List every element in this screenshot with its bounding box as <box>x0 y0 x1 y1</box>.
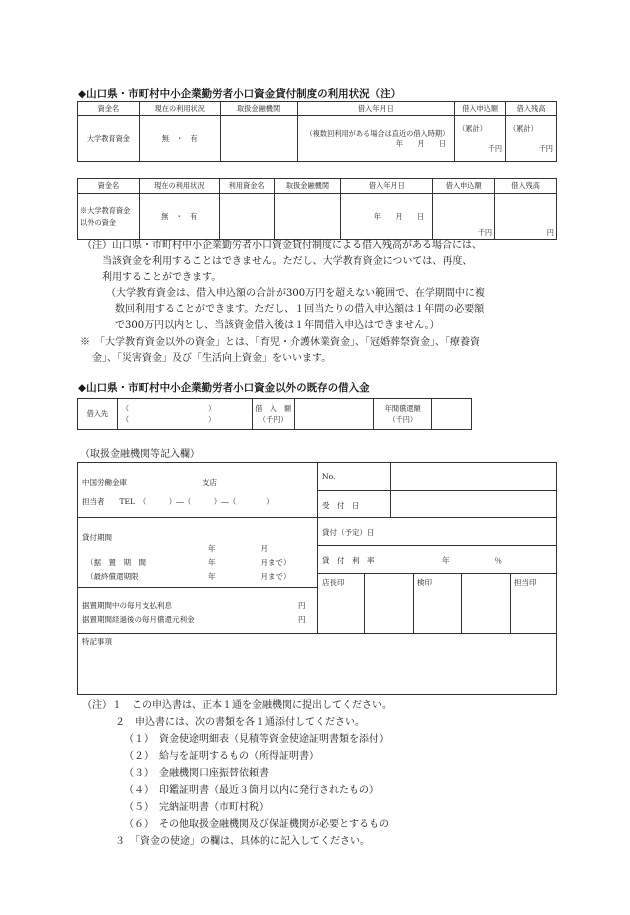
loan-amount-title: 借 入 額 <box>255 404 292 413</box>
existing-loans-table <box>77 398 472 430</box>
annual-repayment-title: 年間償還額 <box>384 404 421 413</box>
annual-repayment-unit: （千円） <box>388 415 418 424</box>
bank-name: 中国労働金庫 <box>82 478 127 487</box>
monthly-interest-yen[interactable]: 円 <box>298 601 306 610</box>
applied-unit: 千円 <box>487 143 503 153</box>
received-date-label: 受 付 日 <box>322 501 360 510</box>
special-notes-field[interactable] <box>78 648 556 694</box>
footnote-line: （注）１ この申込書は、正本１通を金融機関に提出してください。 <box>82 700 392 711</box>
loan-amount-label <box>252 399 294 430</box>
planned-date-label: 貸付（予定）日 <box>322 528 375 537</box>
note-line: 金」、「災害資金」及び「生活向上資金」をいいます。 <box>92 353 332 364</box>
loan-period-ym[interactable]: 年 月 <box>208 544 268 553</box>
loan-period-label: 貸付期間 <box>82 533 112 542</box>
final-repayment-label: （最終償還期限 <box>86 572 139 581</box>
deferment-field[interactable]: 年 月まで） <box>208 558 291 567</box>
section-title-loan-status: ◆山口県・市町村中小企業勤労者小口資金貸付制度の利用状況（注） <box>78 88 402 100</box>
note-line: で300万円以内とし、当該資金借入後は１年間借入申込はできません。） <box>115 320 440 331</box>
balance-field[interactable] <box>506 116 557 162</box>
note-line: （注）山口県・市町村中小企業勤労者小口資金貸付制度による借入残高がある場合には、 <box>82 240 482 251</box>
note-line: ※ 「大学教育資金以外の資金」とは、「育児・介護休業資金」、「冠婚葬祭資金」、「療養資 <box>80 337 480 348</box>
applied-cumulative-label: （累計） <box>458 123 487 133</box>
header-fund-name: 資金名 <box>78 102 140 116</box>
applied-amount-field[interactable] <box>455 116 506 162</box>
stamp-manager-label: 店長印 <box>322 578 345 587</box>
institution-field-2[interactable] <box>274 194 341 240</box>
header-used-fund-name: 利用資金名 <box>219 179 274 194</box>
balance-cumulative-label: （累計） <box>509 123 538 133</box>
note-line: （大学教育資金は、借入申込額の合計が300万円を超えない範囲で、在学期間中に複 <box>106 288 485 299</box>
balance-field-2[interactable] <box>495 194 557 240</box>
header-applied-amount-2: 借入申込額 <box>433 179 495 194</box>
monthly-interest-label: 据置期間中の毎月支払利息 <box>82 601 172 610</box>
balance-unit-2: 円 <box>546 228 554 237</box>
stamp-staff-label: 担当印 <box>514 578 537 587</box>
section-title-institution-use: （取扱金融機関等記入欄） <box>80 449 200 460</box>
deferment-label: （据 置 期 間 <box>86 558 146 567</box>
footnote-line: （６） その他取扱金融機関及び保証機関が必要とするもの <box>124 819 389 830</box>
lender-paren-2: （ ） <box>121 415 216 424</box>
note-restriction <box>82 238 485 334</box>
footnote-line: （５） 完納証明書（市町村税） <box>124 802 269 813</box>
footnote-line: ３ 「資金の使途」の欄は、具体的に記入してください。 <box>115 836 370 847</box>
institution-field[interactable] <box>220 116 297 162</box>
note-line: 数回利用することができます。ただし、１回当たりの借入申込額は１年間の必要額 <box>115 304 485 315</box>
loan-date-ymd: 年 月 日 <box>395 139 447 148</box>
note-other-funds <box>80 335 480 367</box>
loan-date-field-2[interactable]: 年 月 日 <box>341 194 433 240</box>
header-loan-date-2: 借入年月日 <box>341 179 433 194</box>
header-loan-date: 借入年月日 <box>297 102 455 116</box>
used-fund-name-field[interactable] <box>219 194 274 240</box>
branch-label: 支店 <box>202 478 217 487</box>
footnote-line: （１） 資金使途明細表（見積等資金使途証明書類を添付） <box>124 734 389 745</box>
footnote-line: （３） 金融機関口座振替依頼書 <box>124 768 269 779</box>
balance-unit: 千円 <box>538 143 553 153</box>
footnote-line: （２） 給与を証明するもの（所得証明書） <box>124 751 319 762</box>
header-applied-amount: 借入申込額 <box>455 102 506 116</box>
section-title-existing-loans: ◆山口県・市町村中小企業勤労者小口資金以外の既存の借入金 <box>78 382 370 394</box>
university-loan-table <box>77 101 557 162</box>
no-field[interactable] <box>392 464 555 489</box>
footnotes <box>82 697 392 850</box>
header-usage-status-2: 現在の利用状況 <box>139 179 219 194</box>
footnote-line: ２ 申込書には、次の書類を各１通添付してください。 <box>115 717 365 728</box>
usage-status-field-2[interactable]: 無 ・ 有 <box>139 194 219 240</box>
no-label: No. <box>322 472 336 481</box>
annual-repayment-label <box>374 399 432 430</box>
applied-unit-2: 千円 <box>477 228 493 237</box>
note-line: 当該資金を利用することはできません。ただし、大学教育資金については、再度、 <box>102 256 473 267</box>
contact-line[interactable]: 担当者 TEL （ ）―（ ）―（ ） <box>82 497 274 506</box>
header-institution-2: 取扱金融機関 <box>274 179 341 194</box>
monthly-repay-yen[interactable]: 円 <box>298 615 306 624</box>
interest-rate-field[interactable]: 年 ％ <box>442 556 502 565</box>
loan-amount-field[interactable] <box>294 399 374 430</box>
fund-name-cell: 大学教育資金 <box>78 116 140 162</box>
monthly-repay-label: 据置期間経過後の毎月償還元利金 <box>82 615 195 624</box>
interest-rate-label: 貸 付 利 率 <box>322 556 375 565</box>
lender-field[interactable] <box>117 399 252 430</box>
usage-status-field[interactable]: 無 ・ 有 <box>139 116 220 162</box>
header-usage-status: 現在の利用状況 <box>139 102 220 116</box>
stamp-check-label: 検印 <box>417 578 432 587</box>
header-institution: 取扱金融機関 <box>220 102 297 116</box>
other-loan-table <box>77 178 557 240</box>
special-notes-label: 特記事項 <box>82 637 112 646</box>
lender-label: 借入先 <box>78 399 118 430</box>
received-date-field[interactable] <box>392 492 555 516</box>
header-fund-name-2: 資金名 <box>78 179 140 194</box>
loan-amount-unit: （千円） <box>258 415 288 424</box>
planned-date-field[interactable] <box>392 519 555 543</box>
header-balance: 借入残高 <box>506 102 557 116</box>
note-line: 利用することができます。 <box>102 272 222 283</box>
annual-repayment-field[interactable] <box>432 399 472 430</box>
loan-date-field[interactable] <box>297 116 455 162</box>
lender-paren-1: （ ） <box>121 404 216 413</box>
header-balance-2: 借入残高 <box>495 179 557 194</box>
applied-amount-field-2[interactable] <box>433 194 495 240</box>
footnote-line: （４） 印鑑証明書（最近３箇月以内に発行されたもの） <box>124 785 379 796</box>
branch-field[interactable] <box>140 474 198 486</box>
loan-date-note: （複数回利用がある場合は直近の借入時期） <box>305 129 450 138</box>
final-repayment-field[interactable]: 年 月まで） <box>208 572 291 581</box>
fund-name-cell-2: ※大学教育資金以外の資金 <box>78 194 140 240</box>
